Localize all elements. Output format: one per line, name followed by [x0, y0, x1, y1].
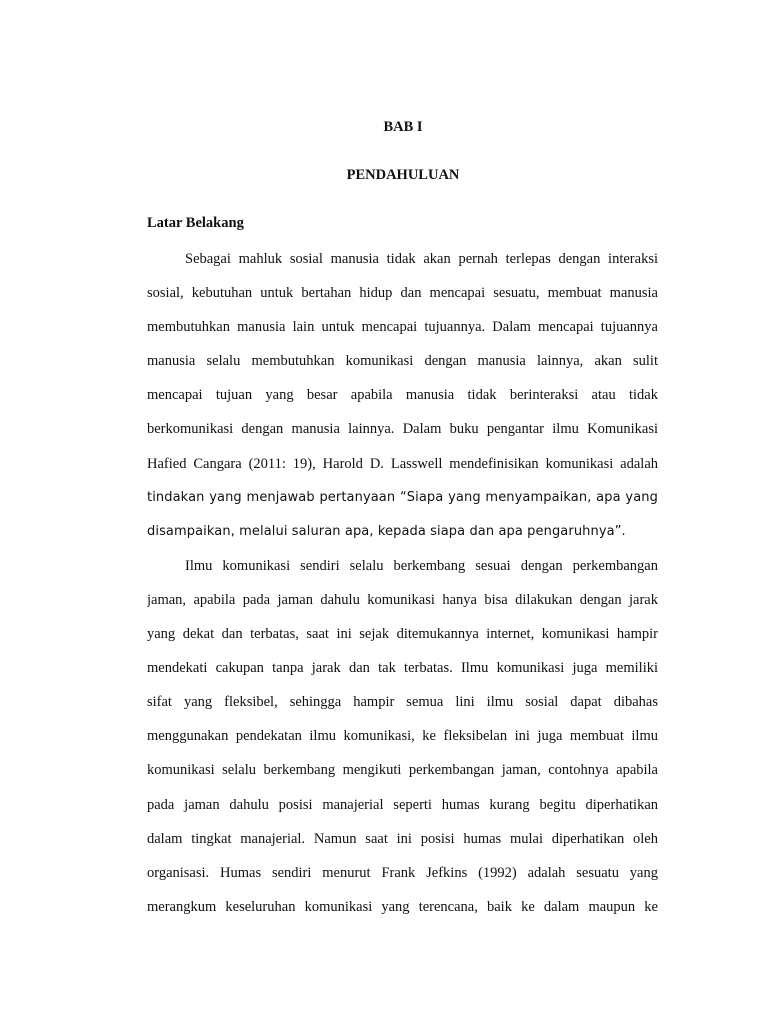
paragraph-line: tindakan yang menjawab pertanyaan “Siapa yang menyampaikan, apa yang	[147, 489, 658, 505]
paragraph-line: Hafied Cangara (2011: 19), Harold D. Lasswell mendefinisikan komunikasi adalah	[147, 455, 658, 472]
chapter-number: BAB I	[383, 119, 423, 135]
paragraph-line: Ilmu komunikasi sendiri selalu berkembang sesuai dengan perkembangan	[185, 557, 658, 574]
paragraph-line: organisasi. Humas sendiri menurut Frank Jefkins (1992) adalah sesuatu yang	[147, 864, 658, 881]
paragraph-line: menggunakan pendekatan ilmu komunikasi, ke fleksibelan ini juga membuat ilmu	[147, 728, 658, 745]
paragraph-line: membutuhkan manusia lain untuk mencapai tujuannya. Dalam mencapai tujuannya	[147, 319, 658, 336]
chapter-title: PENDAHULUAN	[346, 167, 460, 183]
section-heading: Latar Belakang	[147, 215, 244, 231]
paragraph-line: dalam tingkat manajerial. Namun saat ini posisi humas mulai diperhatikan oleh	[147, 830, 658, 847]
paragraph-line: sifat yang fleksibel, sehingga hampir semua lini ilmu sosial dapat dibahas	[147, 694, 658, 711]
paragraph-line: disampaikan, melalui saluran apa, kepada siapa dan apa pengaruhnya”.	[147, 523, 626, 539]
paragraph-line: komunikasi selalu berkembang mengikuti perkembangan jaman, contohnya apabila	[147, 762, 658, 779]
body-text	[147, 242, 658, 924]
paragraph-line: mendekati cakupan tanpa jarak dan tak terbatas. Ilmu komunikasi juga memiliki	[147, 660, 658, 677]
paragraph-line: berkomunikasi dengan manusia lainnya. Dalam buku pengantar ilmu Komunikasi	[147, 421, 658, 438]
paragraph-1	[147, 242, 658, 549]
paragraph-line: pada jaman dahulu posisi manajerial seperti humas kurang begitu diperhatikan	[147, 796, 658, 813]
paragraph-2	[147, 549, 658, 924]
paragraph-line: Sebagai mahluk sosial manusia tidak akan pernah terlepas dengan interaksi	[185, 251, 658, 267]
paragraph-line: yang dekat dan terbatas, saat ini sejak ditemukannya internet, komunikasi hampir	[147, 626, 658, 643]
paragraph-line: mencapai tujuan yang besar apabila manusia tidak berinteraksi atau tidak	[147, 387, 658, 404]
paragraph-line: sosial, kebutuhan untuk bertahan hidup dan mencapai sesuatu, membuat manusia	[147, 285, 658, 302]
paragraph-line: merangkum keseluruhan komunikasi yang terencana, baik ke dalam maupun ke	[147, 898, 658, 915]
paragraph-line: manusia selalu membutuhkan komunikasi dengan manusia lainnya, akan sulit	[147, 353, 658, 370]
paragraph-line: jaman, apabila pada jaman dahulu komunikasi hanya bisa dilakukan dengan jarak	[147, 591, 658, 608]
